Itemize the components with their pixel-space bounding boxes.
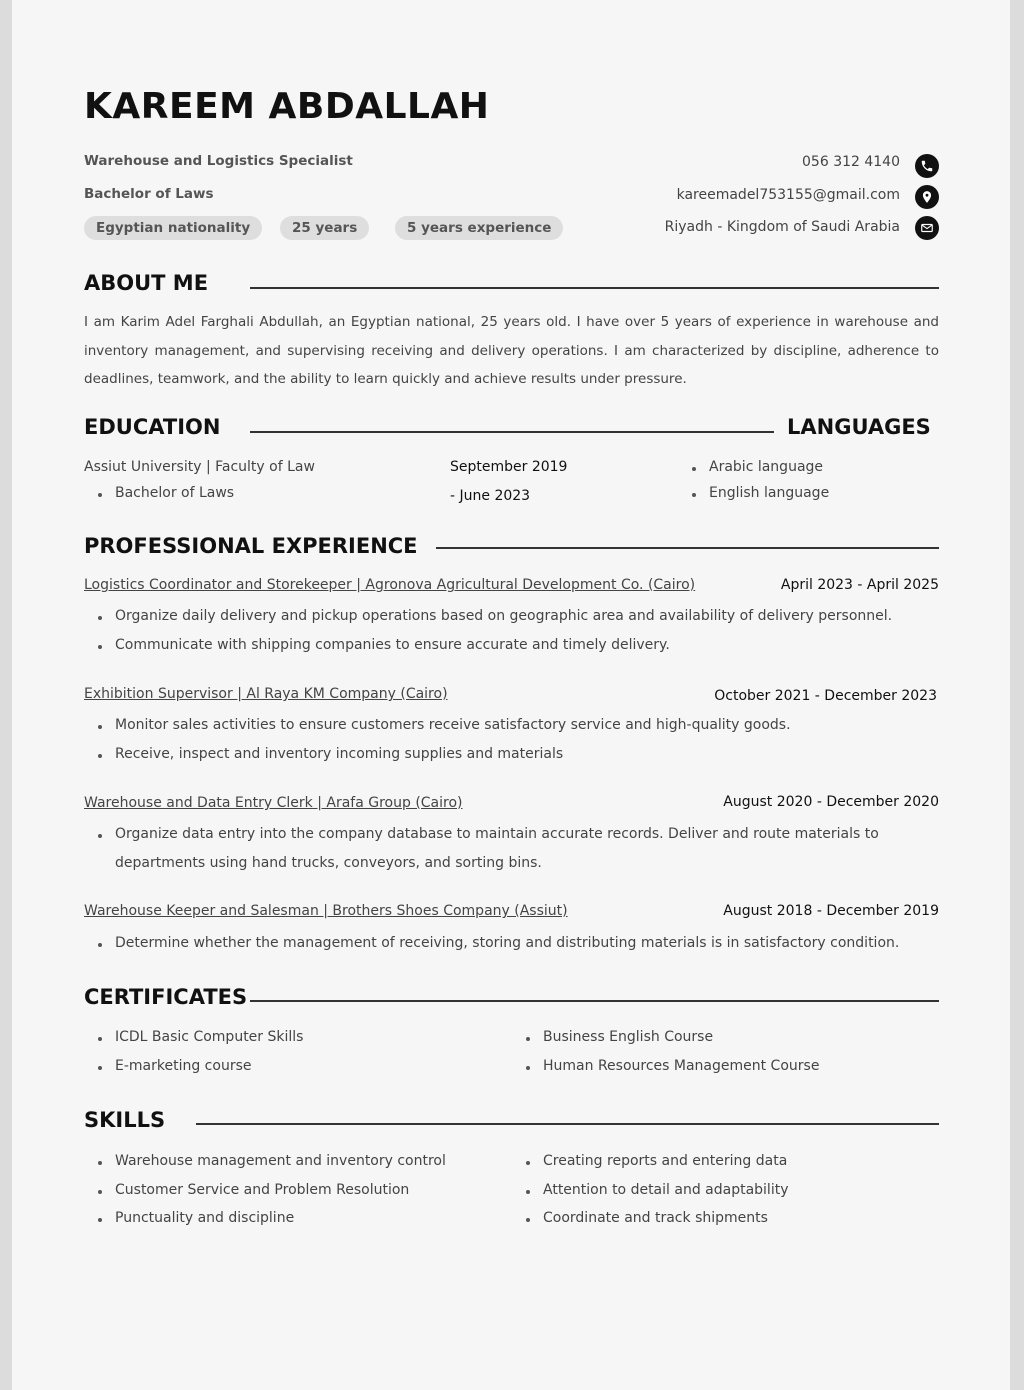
skill-item: Creating reports and entering data bbox=[512, 1153, 787, 1169]
candidate-name: KAREEM ABDALLAH bbox=[84, 86, 490, 127]
certificate-item: Business English Course bbox=[512, 1029, 713, 1045]
contact-phone[interactable]: 056 312 4140 bbox=[802, 154, 900, 170]
job-bullet: Determine whether the management of receiving, storing and distributing materials is in satisfactory condition. bbox=[84, 935, 899, 951]
skill-item: Punctuality and discipline bbox=[84, 1210, 294, 1226]
contact-email[interactable]: kareemadel753155@gmail.com bbox=[676, 187, 900, 203]
education-date-end: - June 2023 bbox=[450, 488, 531, 504]
education-institution: Assiut University | Faculty of Law bbox=[84, 459, 315, 475]
job-title-1: Logistics Coordinator and Storekeeper | Agronova Agricultural Development Co. (Cairo) bbox=[84, 577, 696, 593]
job-bullet: Organize daily delivery and pickup operations based on geographic area and availability of delivery personnel. bbox=[84, 608, 892, 624]
education-divider bbox=[250, 431, 774, 433]
skill-item: Customer Service and Problem Resolution bbox=[84, 1182, 409, 1198]
email-icon bbox=[915, 216, 939, 240]
skill-item: Coordinate and track shipments bbox=[512, 1210, 768, 1226]
about-text: I am Karim Adel Farghali Abdullah, an Egyptian national, 25 years old. I have over 5 years of experience in warehouse and inventory management, and supervising receiving and delivery operations. I am characterized by discipline, adherence to deadlines, teamwork, and the ability to learn quickly and achieve results under pressure. bbox=[84, 314, 939, 387]
job-date-1: April 2023 - April 2025 bbox=[780, 577, 939, 593]
about-heading: ABOUT ME bbox=[84, 271, 209, 295]
job-bullet: Communicate with shipping companies to ensure accurate and timely delivery. bbox=[84, 637, 670, 653]
certificate-item: ICDL Basic Computer Skills bbox=[84, 1029, 303, 1045]
job-bullet: Monitor sales activities to ensure customers receive satisfactory service and high-quality goods. bbox=[84, 717, 791, 733]
language-item: Arabic language bbox=[678, 459, 823, 475]
phone-icon bbox=[915, 154, 939, 178]
experience-divider bbox=[436, 547, 939, 549]
education-date-start: September 2019 bbox=[450, 459, 568, 475]
job-title-2: Exhibition Supervisor | Al Raya KM Company (Cairo) bbox=[84, 686, 448, 702]
tag-experience: 5 years experience bbox=[395, 216, 563, 240]
job-date-4: August 2018 - December 2019 bbox=[723, 903, 939, 919]
certificate-item: E-marketing course bbox=[84, 1058, 251, 1074]
languages-heading: LANGUAGES bbox=[787, 415, 931, 439]
job-bullet: Receive, inspect and inventory incoming supplies and materials bbox=[84, 746, 563, 762]
tag-age: 25 years bbox=[280, 216, 369, 240]
experience-heading: PROFESSIONAL EXPERIENCE bbox=[84, 534, 418, 558]
education-degree: Bachelor of Laws bbox=[84, 485, 234, 501]
degree-subtitle: Bachelor of Laws bbox=[84, 186, 214, 202]
language-item: English language bbox=[678, 485, 829, 501]
job-title: Warehouse and Logistics Specialist bbox=[84, 153, 353, 169]
about-divider bbox=[250, 287, 939, 289]
job-bullet-continuation: departments using hand trucks, conveyors, and sorting bins. bbox=[115, 855, 542, 871]
skills-divider bbox=[196, 1123, 939, 1125]
certificate-item: Human Resources Management Course bbox=[512, 1058, 819, 1074]
skill-item: Warehouse management and inventory control bbox=[84, 1153, 446, 1169]
job-title-3: Warehouse and Data Entry Clerk | Arafa Group (Cairo) bbox=[84, 795, 463, 811]
certificates-heading: CERTIFICATES bbox=[84, 985, 248, 1009]
job-bullet: Organize data entry into the company database to maintain accurate records. Deliver and route materials to bbox=[84, 826, 879, 842]
resume-page bbox=[12, 0, 1010, 1390]
tag-nationality: Egyptian nationality bbox=[84, 216, 262, 240]
job-date-3: August 2020 - December 2020 bbox=[723, 794, 939, 810]
education-heading: EDUCATION bbox=[84, 415, 221, 439]
skills-heading: SKILLS bbox=[84, 1108, 166, 1132]
job-title-4: Warehouse Keeper and Salesman | Brothers Shoes Company (Assiut) bbox=[84, 903, 568, 919]
location-pin-icon bbox=[915, 185, 939, 209]
certificates-divider bbox=[250, 1000, 939, 1002]
job-date-2: October 2021 - December 2023 bbox=[714, 688, 937, 704]
contact-location: Riyadh - Kingdom of Saudi Arabia bbox=[664, 219, 900, 235]
skill-item: Attention to detail and adaptability bbox=[512, 1182, 789, 1198]
